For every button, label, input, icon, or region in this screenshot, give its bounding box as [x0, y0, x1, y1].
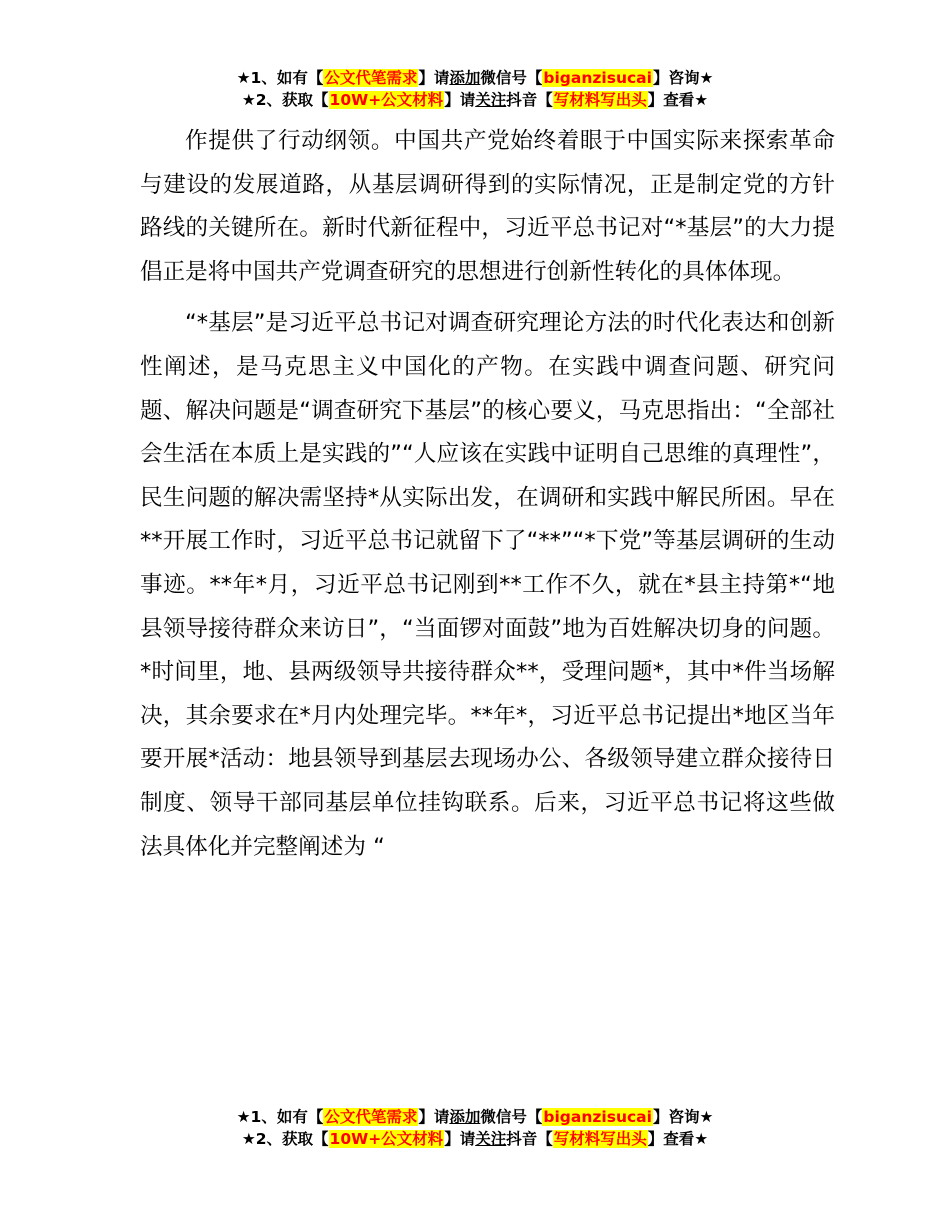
- banner-text: 】咨询★: [652, 1108, 714, 1126]
- banner-text: 】查看★: [647, 91, 709, 109]
- banner-text: 】查看★: [647, 1130, 709, 1148]
- paragraph: 作提供了行动纲领。中国共产党始终着眼于中国实际来探索革命与建设的发展道路，从基层调研得到的实际情况，正是制定党的方针路线的关键所在。新时代新征程中，习近平总书记对“*基层”的大力提倡正是将中国共产党调查研究的思想进行创新性转化的具体体现。: [140, 128, 835, 285]
- banner-text: 微信号【: [480, 1108, 543, 1126]
- banner-text: ★2、获取【: [241, 91, 329, 109]
- banner-text: 】请: [418, 1108, 450, 1126]
- banner-text: 】咨询★: [652, 69, 714, 87]
- banner-highlight: 10W+公文材料: [329, 91, 444, 109]
- banner-text: 微信号【: [480, 69, 543, 87]
- banner-line-2: [0, 1128, 950, 1150]
- banner-line-1: [0, 67, 950, 89]
- banner-underlined-text: 关注: [475, 1130, 507, 1148]
- banner-underlined-text: 添加: [449, 1108, 481, 1126]
- banner-underlined-text: 添加: [449, 69, 481, 87]
- banner-line-1: [0, 1106, 950, 1128]
- banner-line-2: [0, 89, 950, 111]
- banner-highlight: biganzisucai: [543, 1108, 652, 1126]
- banner-highlight: 公文代笔需求: [324, 1108, 418, 1126]
- banner-underlined-text: 关注: [475, 91, 507, 109]
- paragraph: “*基层”是习近平总书记对调查研究理论方法的时代化表达和创新性阐述，是马克思主义中国化的产物。在实践中调查问题、研究问题、解决问题是“调查研究下基层”的核心要义，马克思指出：“全部社会生活在本质上是实践的”“人应该在实践中证明自己思维的真理性”，民生问题的解决需坚持*从实际出发，在调研和实践中解民所困。早在**开展工作时，习近平总书记就留下了“**”“*下党”等基层调研的生动事迹。**年*月，习近平总书记刚到**工作不久，就在*县主持第*“地县领导接待群众来访日”，“当面锣对面鼓”地为百姓解决切身的问题。*时间里，地、县两级领导共接待群众**，受理问题*，其中*件当场解决，其余要求在*月内处理完毕。**年*，习近平总书记提出*地区当年要开展*活动：地县领导到基层去现场办公、各级领导建立群众接待日制度、领导干部同基层单位挂钩联系。后来，习近平总书记将这些做法具体化并完整阐述为 “: [140, 310, 835, 860]
- banner-highlight: 10W+公文材料: [329, 1130, 444, 1148]
- banner-text: ★1、如有【: [236, 1108, 324, 1126]
- banner-text: ★2、获取【: [241, 1130, 329, 1148]
- banner-text: 抖音【: [506, 1130, 553, 1148]
- document-body: [140, 120, 835, 869]
- banner-text: 抖音【: [506, 91, 553, 109]
- banner-text: 】请: [444, 91, 476, 109]
- banner-highlight: 公文代笔需求: [324, 69, 418, 87]
- banner-highlight: 写材料写出头: [553, 91, 647, 109]
- banner-highlight: biganzisucai: [543, 69, 652, 87]
- banner-text: 】请: [418, 69, 450, 87]
- banner-text: 】请: [444, 1130, 476, 1148]
- banner-highlight: 写材料写出头: [553, 1130, 647, 1148]
- footer-banner: [0, 1106, 950, 1150]
- banner-text: ★1、如有【: [236, 69, 324, 87]
- header-banner: [0, 67, 950, 111]
